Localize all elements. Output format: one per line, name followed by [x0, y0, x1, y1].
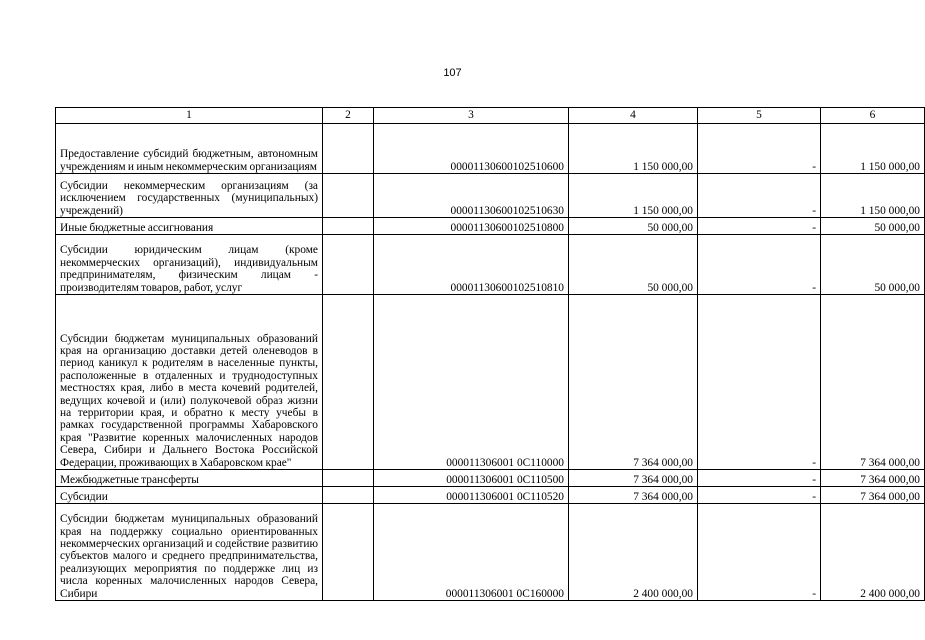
row-col6: 7 364 000,00: [821, 470, 925, 487]
row-col4: 50 000,00: [569, 218, 698, 235]
table-row: [56, 235, 925, 295]
row-col5: -: [698, 487, 821, 504]
row-code: 00001130600102510810: [374, 235, 569, 295]
row-col2: [323, 174, 374, 218]
table-row: [56, 124, 925, 174]
row-name: Субсидии некоммерческим организациям (за исключением государственных (муниципальных) учреждений): [56, 174, 323, 218]
row-col4: 50 000,00: [569, 235, 698, 295]
table-row: [56, 295, 925, 470]
budget-table: [55, 107, 925, 601]
row-col4: 1 150 000,00: [569, 174, 698, 218]
row-col5: -: [698, 504, 821, 601]
row-col5: -: [698, 235, 821, 295]
row-col4: 1 150 000,00: [569, 124, 698, 174]
row-code: 000011306001 0С110500: [374, 470, 569, 487]
column-header-2: 2: [323, 108, 374, 124]
row-col2: [323, 124, 374, 174]
row-code: 00001130600102510800: [374, 218, 569, 235]
column-header-5: 5: [698, 108, 821, 124]
column-header-6: 6: [821, 108, 925, 124]
row-col4: 7 364 000,00: [569, 470, 698, 487]
row-name: Предоставление субсидий бюджетным, автономным учреждениям и иным некоммерческим организациям: [56, 124, 323, 174]
row-col6: 7 364 000,00: [821, 295, 925, 470]
row-col6: 1 150 000,00: [821, 124, 925, 174]
table-header-row: [56, 108, 925, 124]
row-col6: 1 150 000,00: [821, 174, 925, 218]
row-col6: 50 000,00: [821, 218, 925, 235]
column-header-3: 3: [374, 108, 569, 124]
table-row: [56, 218, 925, 235]
row-name: Иные бюджетные ассигнования: [56, 218, 323, 235]
row-col5: -: [698, 124, 821, 174]
table-row: [56, 470, 925, 487]
row-name: Субсидии юридическим лицам (кроме некоммерческих организаций), индивидуальным предпринимателям, физическим лицам - производителям товаров, работ, услуг: [56, 235, 323, 295]
column-header-1: 1: [56, 108, 323, 124]
row-col6: 2 400 000,00: [821, 504, 925, 601]
table-row: [56, 487, 925, 504]
table-row: [56, 174, 925, 218]
row-col2: [323, 504, 374, 601]
row-col2: [323, 487, 374, 504]
row-col4: 7 364 000,00: [569, 295, 698, 470]
row-name: Межбюджетные трансферты: [56, 470, 323, 487]
page-number: 107: [443, 67, 462, 79]
row-name: Субсидии бюджетам муниципальных образований края на организацию доставки детей оленеводов в период каникул к родителям в населенные пункты, расположенные в отдаленных и труднодоступных местностях края, либо в места кочевий родителей, ведущих кочевой и (или) полукочевой образ жизни на территории края, и обратно к месту учебы в рамках государственной программы Хабаровского края "Развитие коренных малочисленных народов Севера, Сибири и Дальнего Востока Российской Федерации, проживающих в Хабаровском крае": [56, 295, 323, 470]
row-col6: 50 000,00: [821, 235, 925, 295]
row-col5: -: [698, 470, 821, 487]
row-code: 000011306001 0С110520: [374, 487, 569, 504]
row-col5: -: [698, 295, 821, 470]
row-col5: -: [698, 174, 821, 218]
row-code: 00001130600102510630: [374, 174, 569, 218]
column-header-4: 4: [569, 108, 698, 124]
row-col4: 7 364 000,00: [569, 487, 698, 504]
row-col2: [323, 218, 374, 235]
row-col5: -: [698, 218, 821, 235]
row-col4: 2 400 000,00: [569, 504, 698, 601]
row-code: 000011306001 0С160000: [374, 504, 569, 601]
row-col2: [323, 295, 374, 470]
row-name: Субсидии бюджетам муниципальных образований края на поддержку социально ориентированных некоммерческих организаций и содействие развитию субъектов малого и среднего предпринимательства, реализующих мероприятия по поддержке лиц из числа коренных малочисленных народов Севера, Сибири: [56, 504, 323, 601]
table-row: [56, 504, 925, 601]
row-code: 000011306001 0С110000: [374, 295, 569, 470]
row-col6: 7 364 000,00: [821, 487, 925, 504]
row-name: Субсидии: [56, 487, 323, 504]
row-code: 00001130600102510600: [374, 124, 569, 174]
row-col2: [323, 235, 374, 295]
row-col2: [323, 470, 374, 487]
